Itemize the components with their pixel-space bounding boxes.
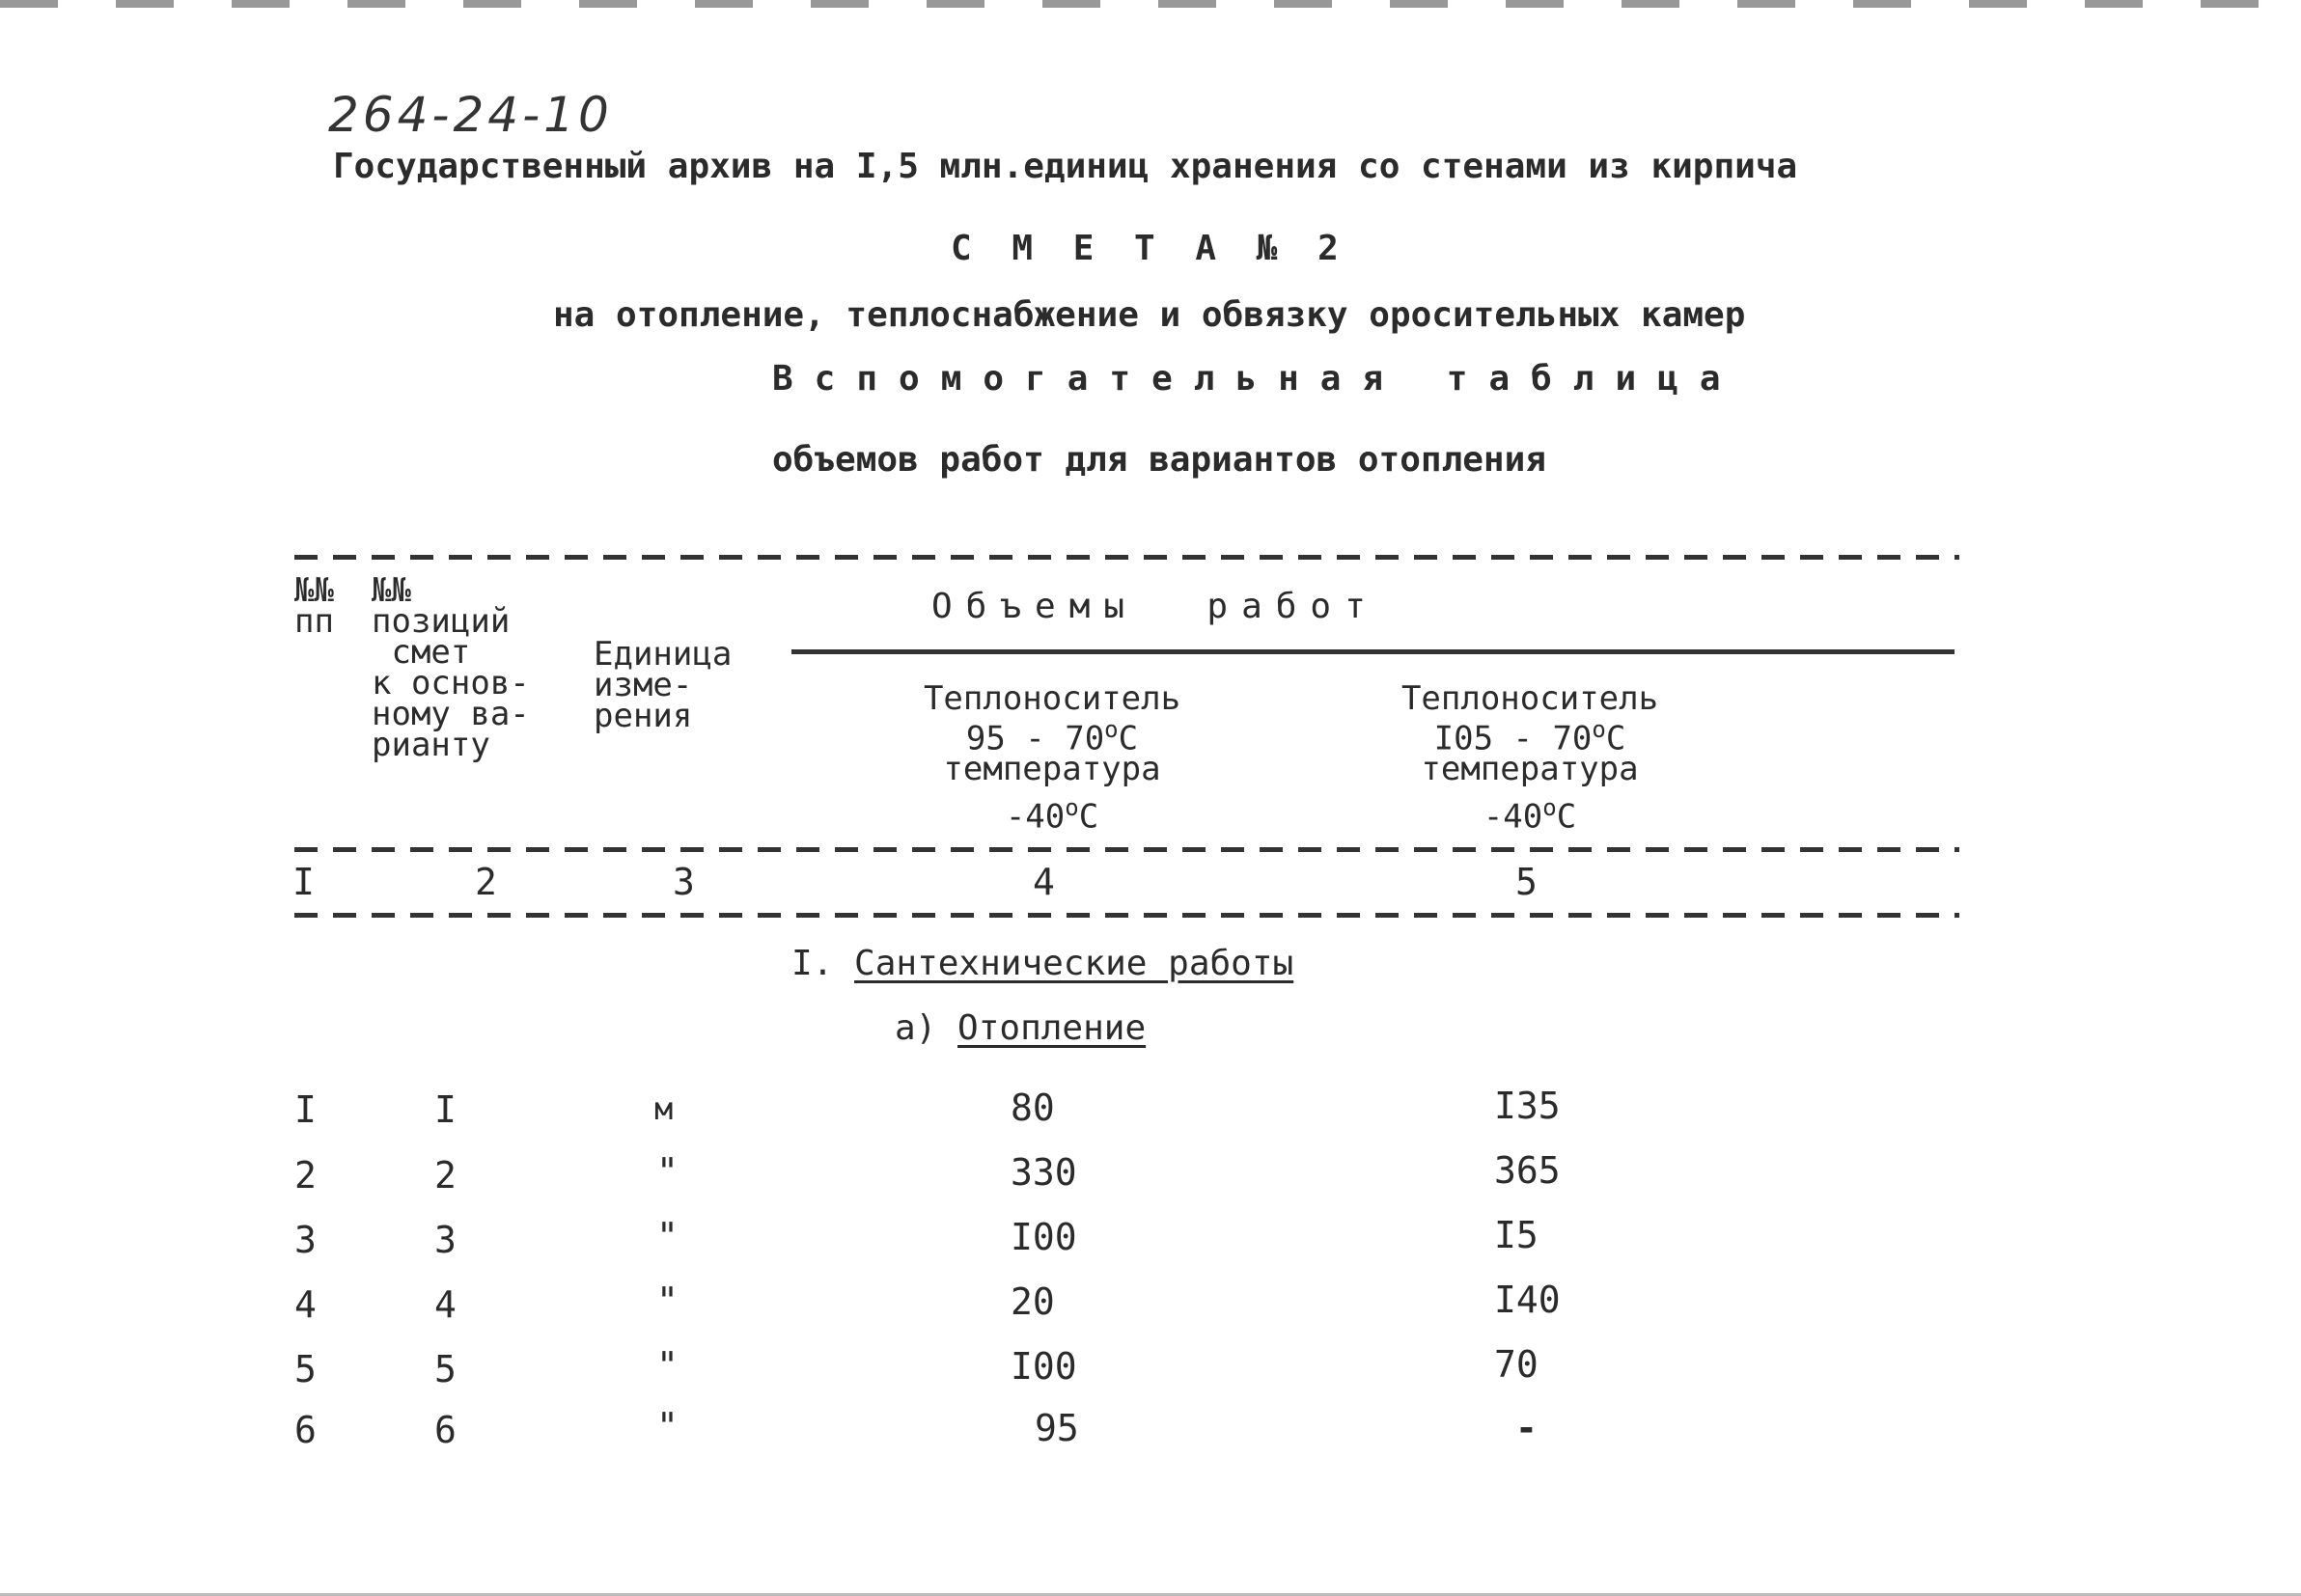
header-variant-105-line3: температура xyxy=(1421,750,1639,789)
header-variant-95-line1: Теплоноситель xyxy=(923,679,1181,718)
header-variant-105 xyxy=(1380,679,1679,837)
header-unit: Единица изме- рения xyxy=(594,635,733,735)
row-unit: " xyxy=(656,1344,679,1387)
row-position: 5 xyxy=(434,1348,457,1390)
estimate-subject: на отопление, теплоснабжение и обвязку оросительных камер xyxy=(553,295,1746,335)
row-value-variant-105: 365 xyxy=(1494,1149,1561,1192)
row-value-variant-95: 20 xyxy=(1011,1280,1055,1323)
row-value-variant-105: I40 xyxy=(1494,1279,1561,1321)
row-value-variant-95: 330 xyxy=(1011,1151,1077,1194)
column-number-2: 2 xyxy=(475,861,497,903)
header-variant-95-line2: 95 - 70$^o$C xyxy=(965,716,1139,758)
project-title: Государственный архив на I,5 млн.единиц хранения со стенами из кирпича xyxy=(333,147,1798,186)
header-bottom-rule xyxy=(294,847,1959,852)
header-row-number: №№ пп xyxy=(294,571,334,641)
row-value-variant-105: I35 xyxy=(1494,1085,1561,1127)
row-number: I xyxy=(294,1088,317,1131)
row-unit: " xyxy=(656,1215,679,1257)
table-title: Вспомогательная таблица xyxy=(772,359,1742,399)
header-work-volumes: Объемы работ xyxy=(931,587,1379,626)
table-top-rule xyxy=(294,555,1959,560)
row-position: 3 xyxy=(434,1219,457,1261)
section-title: I. Сантехнические работы xyxy=(791,944,1294,983)
row-number: 5 xyxy=(294,1348,317,1390)
row-number: 4 xyxy=(294,1283,317,1326)
row-value-variant-95: 80 xyxy=(1011,1087,1055,1129)
row-unit: " xyxy=(656,1405,679,1447)
row-unit: м xyxy=(654,1090,674,1127)
header-variant-95 xyxy=(907,679,1197,837)
row-number: 6 xyxy=(294,1409,317,1451)
header-variant-95-line3: температура xyxy=(943,750,1161,789)
estimate-title: С М Е Т А № 2 xyxy=(951,229,1348,268)
column-number-5: 5 xyxy=(1515,861,1538,903)
column-numbers-rule xyxy=(294,913,1959,918)
table-subtitle: объемов работ для вариантов отопления xyxy=(772,440,1546,480)
header-position-number: №№ позиций смет к основ- ному ва- рианту xyxy=(372,571,530,764)
header-variant-105-line4: -40$^o$C xyxy=(1483,794,1577,837)
row-position: 2 xyxy=(434,1154,457,1197)
subsection-title: а) Отопление xyxy=(895,1008,1147,1048)
row-number: 3 xyxy=(294,1219,317,1261)
row-unit: " xyxy=(656,1280,679,1322)
row-unit: " xyxy=(656,1150,679,1193)
row-value-variant-95: I00 xyxy=(1011,1216,1077,1258)
column-number-1: I xyxy=(292,861,315,903)
header-variant-105-line2: I05 - 70$^o$C xyxy=(1433,716,1626,758)
column-number-4: 4 xyxy=(1033,861,1055,903)
column-number-3: 3 xyxy=(673,861,695,903)
scan-top-edge xyxy=(0,0,2301,8)
row-value-variant-95: I00 xyxy=(1011,1345,1077,1388)
row-position: 4 xyxy=(434,1283,457,1326)
row-value-variant-95: 95 xyxy=(1035,1407,1079,1449)
row-value-variant-105: - xyxy=(1515,1407,1538,1449)
handwritten-document-code: 264-24-10 xyxy=(328,87,613,143)
row-position: I xyxy=(434,1088,457,1131)
header-variant-105-line1: Теплоноситель xyxy=(1400,679,1659,718)
row-value-variant-105: 70 xyxy=(1494,1343,1539,1386)
row-position: 6 xyxy=(434,1409,457,1451)
row-number: 2 xyxy=(294,1154,317,1197)
header-variant-95-line4: -40$^o$C xyxy=(1005,794,1099,837)
group-header-rule xyxy=(791,649,1954,654)
row-value-variant-105: I5 xyxy=(1494,1214,1539,1256)
